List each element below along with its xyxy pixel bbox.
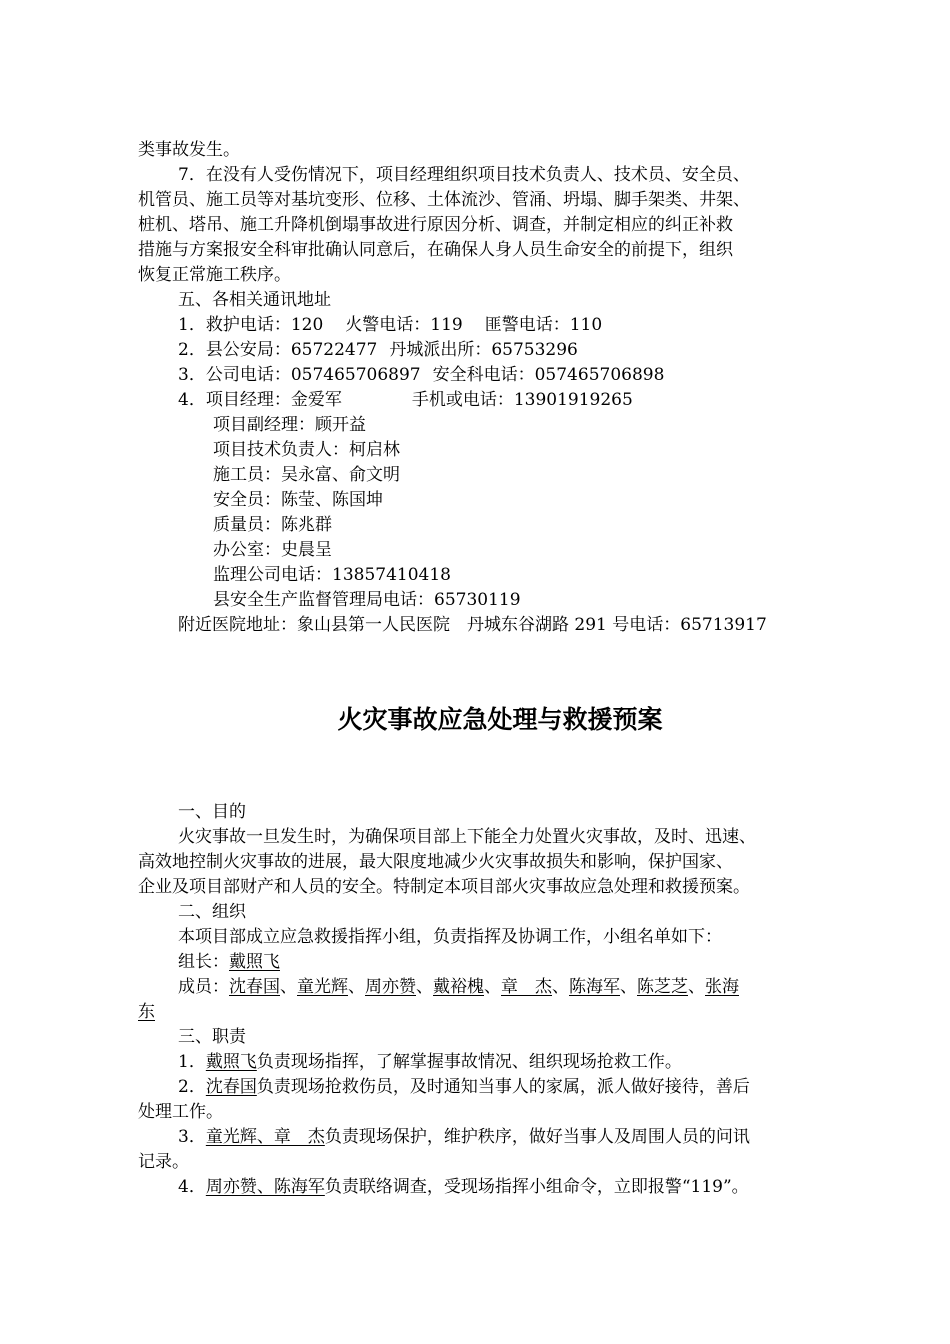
member-separator: 、 — [416, 977, 433, 997]
company-phone: 3．公司电话：057465706897 — [178, 365, 421, 385]
section-heading: 一、目的 — [178, 802, 246, 822]
contact-line: 监理公司电话：13857410418 — [213, 565, 451, 585]
members-continuation — [138, 1000, 155, 1025]
member-name-cont: 东 — [138, 1002, 155, 1022]
member-name: 沈春国 — [229, 977, 280, 997]
paragraph-line: 类事故发生。 — [138, 140, 240, 160]
manager-phone: 手机或电话：13901919265 — [411, 390, 633, 410]
duty-text: 负责现场保护，维护秩序，做好当事人及周围人员的问讯 — [324, 1127, 750, 1147]
leader-name: 戴照飞 — [229, 952, 280, 972]
member-separator: 、 — [552, 977, 569, 997]
duty-line — [178, 1075, 750, 1100]
section-heading: 二、组织 — [178, 902, 246, 922]
contact-line: 项目技术负责人：柯启林 — [213, 440, 400, 460]
member-separator: 、 — [348, 977, 365, 997]
contact-line: 县安全生产监督管理局电话：65730119 — [213, 590, 521, 610]
member-separator: 、 — [688, 977, 705, 997]
paragraph-line: 桩机、塔吊、施工升降机倒塌事故进行原因分析、调查，并制定相应的纠正补救 — [138, 215, 733, 235]
member-name: 陈海军 — [569, 977, 620, 997]
rescue-phone: 1．救护电话：120 — [178, 315, 324, 335]
duty-number: 3． — [178, 1127, 206, 1147]
duty-name: 童光辉、章 杰 — [205, 1127, 325, 1147]
duty-number: 2． — [178, 1077, 206, 1097]
leader-line — [178, 950, 280, 975]
members-line — [178, 975, 739, 1000]
paragraph-line: 机管员、施工员等对基坑变形、位移、土体流沙、管涌、坍塌、脚手架类、井架、 — [138, 190, 750, 210]
member-name: 章 杰 — [501, 977, 552, 997]
safety-dept-phone: 安全科电话：057465706898 — [432, 365, 665, 385]
member-separator: 、 — [280, 977, 297, 997]
section-heading: 三、职责 — [178, 1027, 246, 1047]
contact-line — [178, 388, 633, 413]
paragraph-line: 企业及项目部财产和人员的安全。特制定本项目部火灾事故应急处理和救援预案。 — [138, 877, 750, 897]
duty-name: 戴照飞 — [205, 1052, 257, 1072]
section-title: 火灾事故应急处理与救援预案 — [337, 705, 663, 734]
duty-line — [178, 1050, 682, 1075]
paragraph-line: 措施与方案报安全科审批确认同意后，在确保人身人员生命安全的前提下，组织 — [138, 240, 733, 260]
member-separator: 、 — [620, 977, 637, 997]
duty-text: 负责联络调查，受现场指挥小组命令，立即报警“119”。 — [324, 1177, 749, 1197]
project-manager: 4．项目经理：金爱军 — [178, 390, 342, 410]
paragraph-line: 7．在没有人受伤情况下，项目经理组织项目技术负责人、技术员、安全员、 — [178, 165, 750, 185]
leader-label: 组长： — [178, 952, 229, 972]
paragraph-line: 恢复正常施工秩序。 — [138, 265, 291, 285]
contact-line: 附近医院地址：象山县第一人民医院 丹城东谷湖路 291 号电话：65713917 — [178, 615, 767, 635]
duty-line — [178, 1125, 750, 1150]
contact-line: 质量员：陈兆群 — [213, 515, 332, 535]
duty-name: 沈春国 — [205, 1077, 257, 1097]
police-phone: 匪警电话：110 — [484, 315, 603, 335]
county-police: 2．县公安局：65722477 — [178, 340, 378, 360]
contact-line: 办公室：史晨呈 — [213, 540, 332, 560]
duty-number: 4． — [178, 1177, 206, 1197]
member-name: 张海 — [705, 977, 739, 997]
paragraph-line: 本项目部成立应急救援指挥小组，负责指挥及协调工作，小组名单如下： — [178, 927, 722, 947]
paragraph-line: 火灾事故一旦发生时，为确保项目部上下能全力处置火灾事故，及时、迅速、 — [178, 827, 756, 847]
member-name: 周亦赞 — [365, 977, 416, 997]
contact-line: 施工员：吴永富、俞文明 — [213, 465, 400, 485]
paragraph-line: 高效地控制火灾事故的进展，最大限度地减少火灾事故损失和影响，保护国家、 — [138, 852, 733, 872]
fire-phone: 火警电话：119 — [345, 315, 463, 335]
contact-line — [178, 338, 578, 363]
duty-text: 负责现场抢救伤员，及时通知当事人的家属，派人做好接待，善后 — [256, 1077, 750, 1097]
duty-number: 1． — [178, 1052, 206, 1072]
member-separator: 、 — [484, 977, 501, 997]
member-name: 童光辉 — [297, 977, 348, 997]
duty-line — [178, 1175, 749, 1200]
member-name: 戴裕槐 — [433, 977, 484, 997]
duty-continuation: 记录。 — [138, 1152, 189, 1172]
contact-line — [178, 313, 602, 338]
dancheng-station: 丹城派出所：65753296 — [389, 340, 578, 360]
members-label: 成员： — [178, 977, 229, 997]
section-heading: 五、各相关通讯地址 — [178, 290, 331, 310]
duty-text: 负责现场指挥，了解掌握事故情况、组织现场抢救工作。 — [256, 1052, 682, 1072]
member-name: 陈芝芝 — [637, 977, 688, 997]
contact-line: 项目副经理：顾开益 — [213, 415, 366, 435]
contact-line — [178, 363, 664, 388]
contact-line: 安全员：陈莹、陈国坤 — [213, 490, 383, 510]
duty-continuation: 处理工作。 — [138, 1102, 223, 1122]
duty-name: 周亦赞、陈海军 — [205, 1177, 325, 1197]
